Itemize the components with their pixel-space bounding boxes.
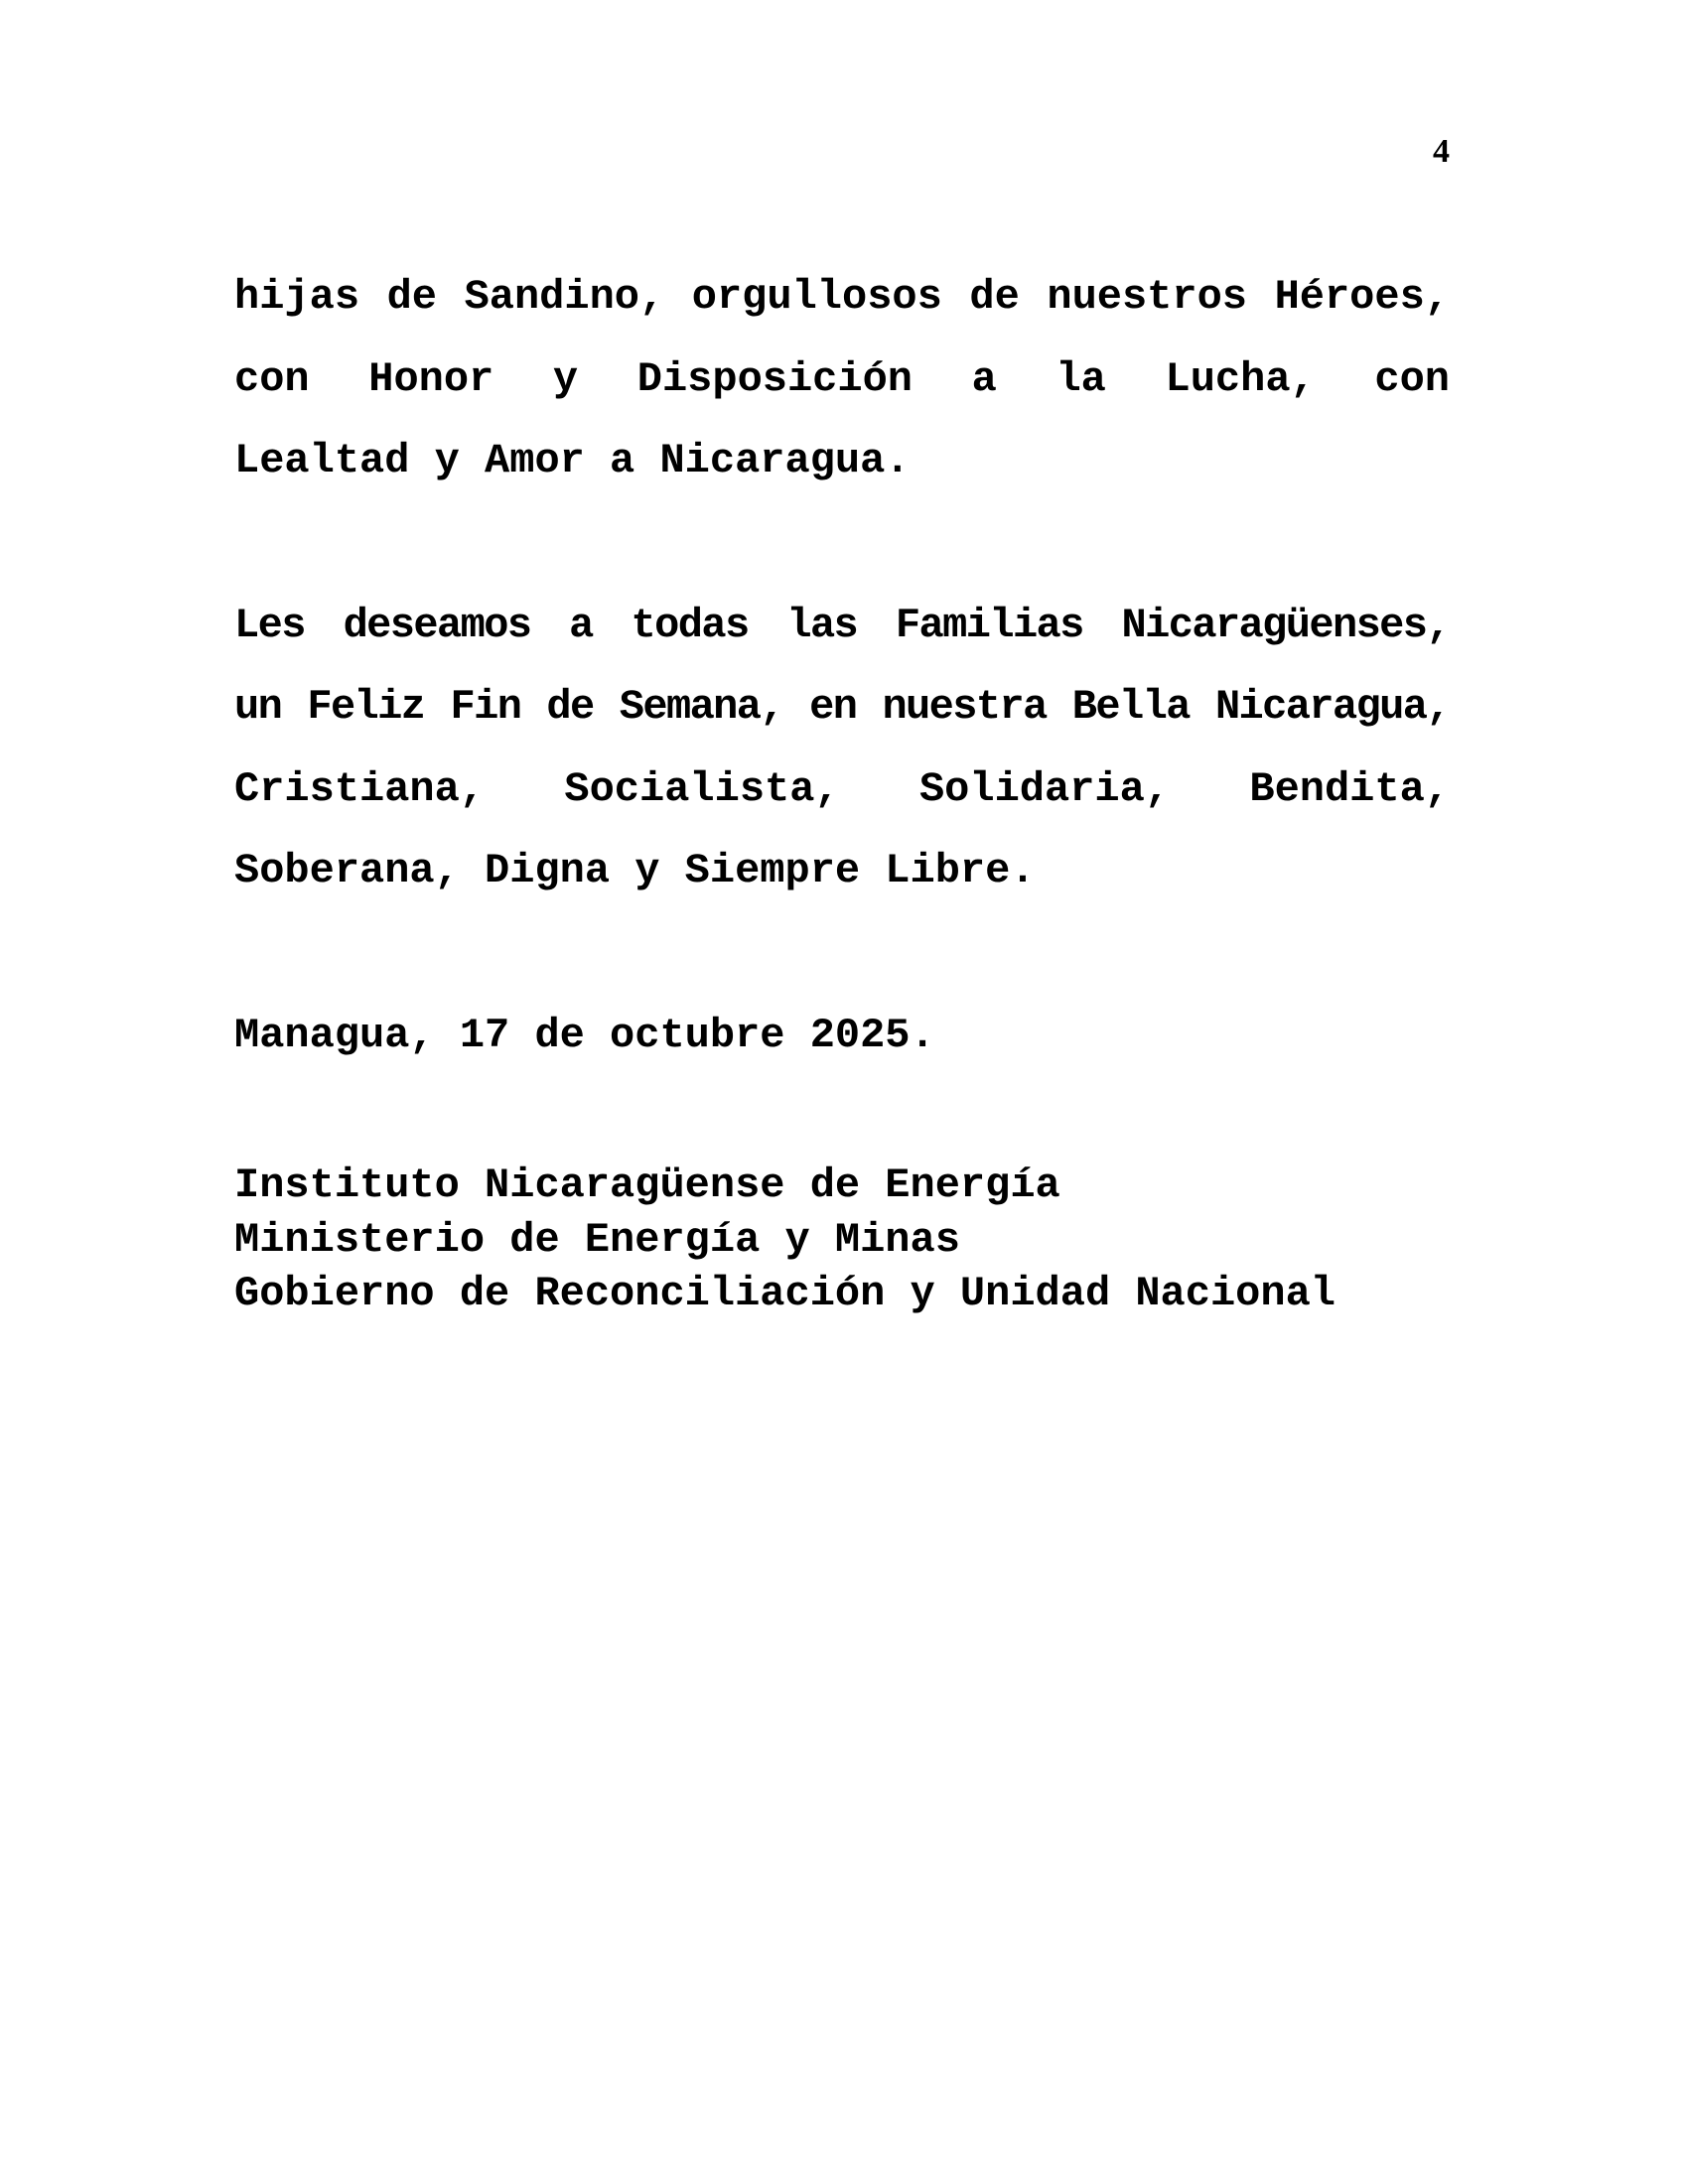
- date-text: Managua, 17 de octubre 2025.: [234, 1011, 935, 1059]
- paragraph-line: Lealtad y Amor a Nicaragua.: [234, 437, 911, 484]
- document-body: [234, 256, 1450, 1321]
- page-number: 4: [1433, 133, 1450, 170]
- paragraph-line: hijas de Sandino, orgullosos de nuestros Héroes,: [234, 273, 1450, 321]
- signature-line: Instituto Nicaragüense de Energía: [234, 1161, 1060, 1209]
- signature-line: Gobierno de Reconciliación y Unidad Nacional: [234, 1270, 1336, 1317]
- date-line: [234, 995, 1450, 1077]
- paragraph-closing-heroes: [234, 256, 1450, 502]
- signature-line: Ministerio de Energía y Minas: [234, 1215, 960, 1264]
- signature-block: [234, 1159, 1450, 1321]
- paragraph-line: con Honor y Disposición a la Lucha, con: [234, 354, 1450, 403]
- paragraph-line: Les deseamos a todas las Familias Nicaragüenses,: [234, 601, 1450, 649]
- paragraph-line: Soberana, Digna y Siempre Libre.: [234, 847, 1036, 894]
- paragraph-line: Cristiana, Socialista, Solidaria, Bendita,: [234, 764, 1450, 813]
- paragraph-line: un Feliz Fin de Semana, en nuestra Bella Nicaragua,: [234, 683, 1450, 731]
- paragraph-weekend-wishes: [234, 585, 1450, 912]
